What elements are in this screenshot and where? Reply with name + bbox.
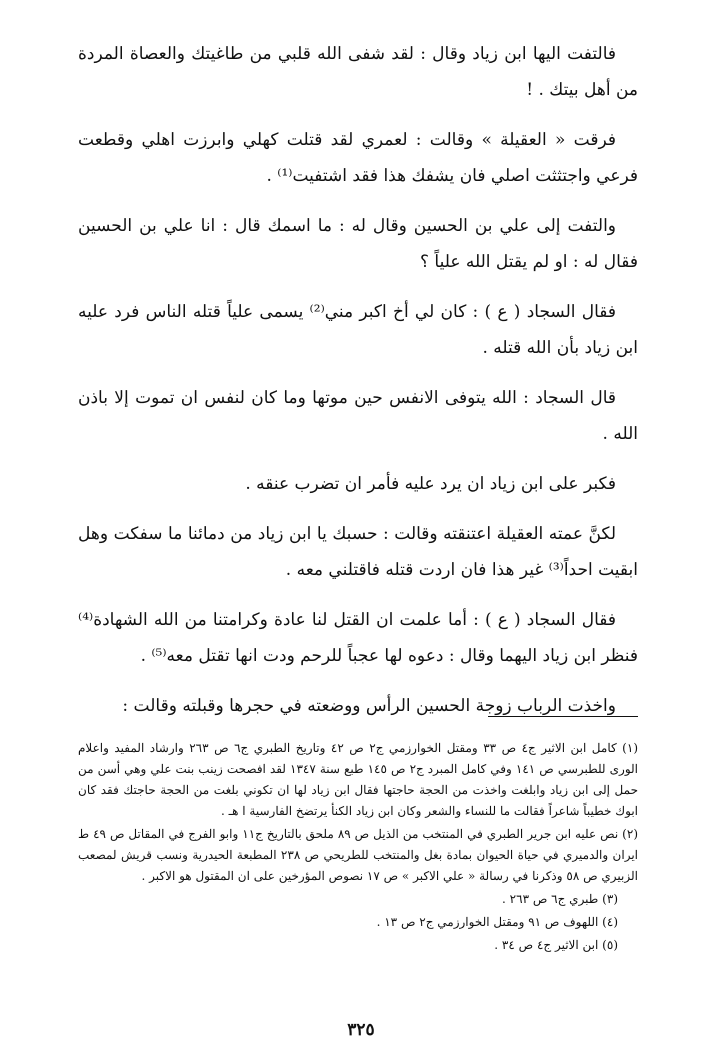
paragraph: واخذت الرباب زوجة الحسين الرأس ووضعته في حجرها وقبلته وقالت : (122, 696, 616, 716)
paragraph: والتفت إلى علي بن الحسين وقال له : ما اسمك قال : انا علي بن الحسين فقال له : او لم يقتل الله علياً ؟ (78, 216, 638, 272)
paragraph: فكبر على ابن زياد ان يرد عليه فأمر ان تضرب عنقه . (245, 474, 616, 494)
footnote-divider (488, 716, 638, 717)
paragraph: لكنَّ عمته العقيلة اعتنقته وقالت : حسبك يا ابن زياد من دمائنا ما سفكت وهل ابقيت احداً⁽³⁾ غير هذا فان اردت قتله فاقتلني معه . (78, 524, 638, 580)
footnote: (١) كامل ابن الاثير ج٤ ص ٣٣ ومقتل الخوارزمي ج٢ ص ٤٢ وتاريخ الطبري ج٦ ص ٢٦٣ وارشاد المفيد واعلام الورى للطبرسي ص ١٤١ وفي كامل المبرد ج٢ ص ١٤٥ طبع سنة ١٣٤٧ لقد افصحت زينب بنت علي وهي أسن من حمل إلى ابن زياد وابلغت واخذت من الحجة حاجتها فقال ابن زياد لها ان تكوني بلغت من الحجة حاجتك فقد كان ابوك خطيباً شاعراً فقالت ما للنساء والشعر وكان ابن زياد الكنأ يرتضخ الفارسية ا هـ . (78, 741, 639, 818)
page-number: ٣٢٥ (347, 1020, 375, 1040)
main-text (78, 36, 638, 738)
footnotes (78, 738, 638, 958)
paragraph: فقال السجاد ( ع ) : أما علمت ان القتل لنا عادة وكرامتنا من الله الشهادة⁽⁴⁾ فنظر ابن زياد اليهما وقال : دعوه لها عجباً للرحم ودت انها تقتل معه⁽⁵⁾ . (78, 610, 638, 666)
paragraph: فقال السجاد ( ع ) : كان لي أخ اكبر مني⁽²⁾ يسمى علياً قتله الناس فرد عليه ابن زياد بأن الله قتله . (78, 302, 638, 358)
paragraph: فالتفت اليها ابن زياد وقال : لقد شفى الله قلبي من طاغيتك والعصاة المردة من أهل بيتك . ! (78, 44, 638, 100)
footnote: (٣) طبري ج٦ ص ٢٦٣ . (502, 892, 618, 906)
footnote: (٤) اللهوف ص ٩١ ومقتل الخوارزمي ج٢ ص ١٣ . (376, 915, 618, 929)
paragraph: فرقت « العقيلة » وقالت : لعمري لقد قتلت كهلي وابرزت اهلي وقطعت فرعي واجتثثت اصلي فان يشفك هذا فقد اشتفيت⁽¹⁾ . (78, 130, 638, 186)
footnote: (٥) ابن الاثير ج٤ ص ٣٤ . (494, 938, 618, 952)
footnote: (٢) نص عليه ابن جرير الطبري في المنتخب من الذيل ص ٨٩ ملحق بالتاريخ ج١١ وابو الفرج في المقاتل ص ٤٩ ط ايران والدميري في حياة الحيوان بمادة بغل والمنتخب للطريحي ص ٢٣٨ المطبعة الحيدرية ونسب قريش لمصعب الزبيري ص ٥٨ وذكرنا في رسالة « علي الاكبر » ص ١٧ نصوص المؤرخين على ان المقتول هو الاكبر . (78, 827, 639, 883)
paragraph: قال السجاد : الله يتوفى الانفس حين موتها وما كان لنفس ان تموت إلا باذن الله . (78, 388, 638, 444)
